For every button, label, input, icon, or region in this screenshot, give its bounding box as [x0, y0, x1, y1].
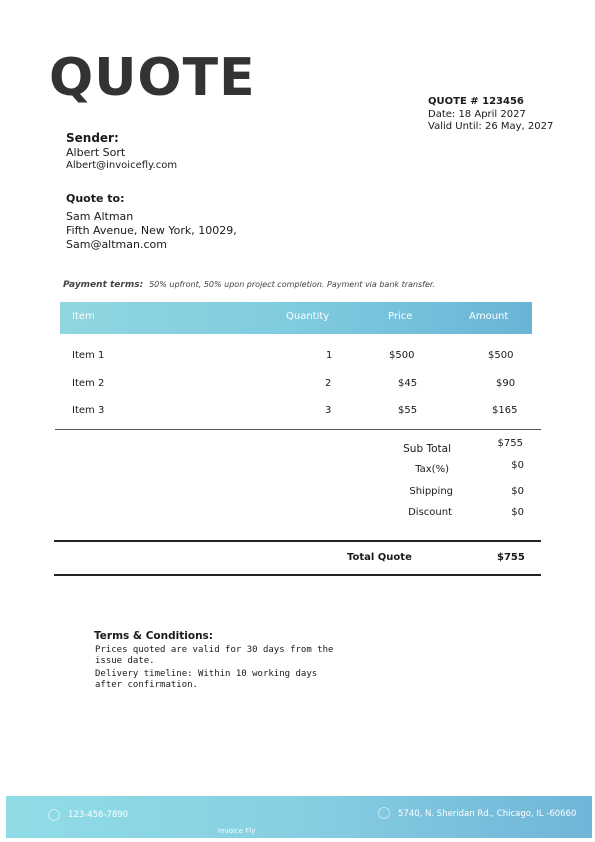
sender-heading: Sender: — [66, 131, 119, 145]
discount-label: Discount — [408, 507, 452, 518]
divider — [54, 574, 541, 576]
row-quantity: 3 — [325, 405, 332, 416]
phone-icon — [48, 809, 60, 821]
footer-bar — [6, 796, 592, 838]
table-header — [60, 302, 532, 334]
quote-number: QUOTE # 123456 — [428, 96, 524, 107]
tax-value: $0 — [511, 460, 524, 471]
terms-line: Prices quoted are valid for 30 days from the issue date. — [95, 645, 334, 666]
header-quantity: Quantity — [286, 311, 330, 322]
row-quantity: 2 — [325, 378, 332, 389]
header-item: Item — [72, 311, 95, 322]
row-item: Item 2 — [72, 378, 105, 389]
shipping-value: $0 — [511, 486, 524, 497]
terms-body — [95, 645, 335, 693]
divider — [55, 429, 541, 430]
terms-line: Delivery timeline: Within 10 working days after confirmation. — [95, 669, 318, 690]
subtotal-value: $755 — [497, 438, 523, 449]
sender-email: Albert@invoicefly.com — [66, 160, 178, 171]
payment-terms — [63, 280, 435, 290]
sender-name: Albert Sort — [66, 146, 126, 159]
quote-to-heading: Quote to: — [66, 192, 125, 205]
row-price: $45 — [398, 378, 418, 389]
header-amount: Amount — [469, 311, 509, 322]
quote-to-details — [66, 210, 237, 252]
recipient-name: Sam Altman — [66, 210, 134, 223]
total-label: Total Quote — [347, 552, 412, 563]
quote-meta — [428, 96, 553, 134]
location-icon — [378, 807, 390, 819]
footer-address: 5740, N. Sheridan Rd., Chicago, IL -60660 — [398, 809, 577, 819]
recipient-email: Sam@altman.com — [66, 238, 167, 251]
terms-heading: Terms & Conditions: — [94, 630, 213, 642]
divider — [54, 540, 541, 542]
document-title: QUOTE — [49, 48, 256, 108]
table-row — [0, 350, 595, 364]
total-value: $755 — [497, 552, 525, 563]
row-amount: $90 — [496, 378, 516, 389]
row-amount: $500 — [488, 350, 514, 361]
row-item: Item 3 — [72, 405, 105, 416]
row-amount: $165 — [492, 405, 518, 416]
table-row — [0, 378, 595, 392]
table-row — [0, 405, 595, 419]
discount-value: $0 — [511, 507, 524, 518]
row-price: $500 — [389, 350, 415, 361]
subtotal-label: Sub Total — [403, 443, 451, 455]
recipient-address: Fifth Avenue, New York, 10029, — [66, 224, 237, 237]
row-quantity: 1 — [326, 350, 333, 361]
quote-valid-until: Valid Until: 26 May, 2027 — [428, 121, 554, 132]
row-item: Item 1 — [72, 350, 105, 361]
row-price: $55 — [398, 405, 418, 416]
header-price: Price — [388, 311, 413, 322]
footer-brand: Invoice Fly — [218, 827, 256, 835]
payment-terms-label: Payment terms: — [63, 280, 144, 290]
quote-date: Date: 18 April 2027 — [428, 108, 526, 120]
tax-label: Tax(%) — [415, 464, 449, 475]
payment-terms-text: 50% upfront, 50% upon project completion. Payment via bank transfer. — [149, 280, 435, 289]
shipping-label: Shipping — [409, 486, 453, 497]
footer-phone: 123-456-7890 — [68, 810, 129, 820]
